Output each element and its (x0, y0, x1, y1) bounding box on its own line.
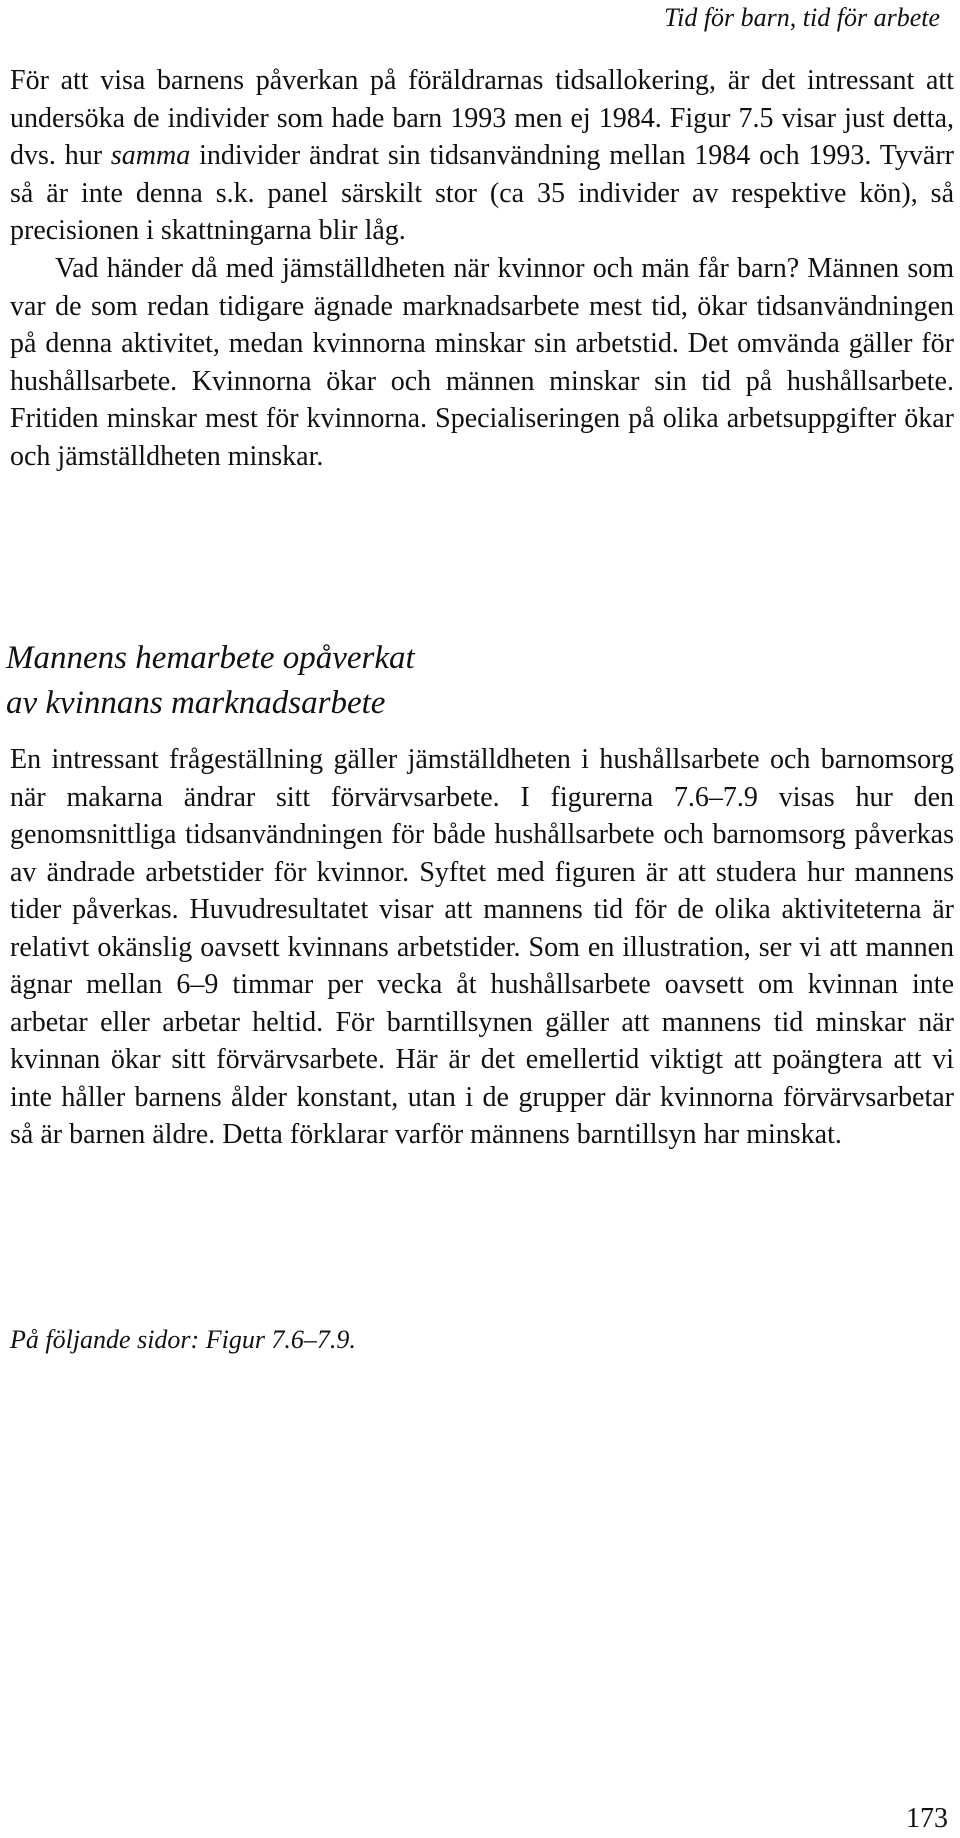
section-heading-line-2: av kvinnans marknadsarbete (6, 685, 386, 721)
running-header: Tid för barn, tid för arbete (664, 3, 940, 32)
paragraph-equality: Vad händer då med jämställdheten när kvinnor och män får barn? Männen som var de som redan tidigare ägnade marknadsarbete mest tid, ökar tidsanvändningen på denna aktivitet, medan kvinnorna minskar sin arbetstid. Det omvända gäller för hushållsarbete. Kvinnorna ökar och männen minskar sin tid på hushållsarbete. Fritiden minskar mest för kvinnorna. Specialiseringen på olika arbetsuppgifter ökar och jämställdheten minskar. (10, 253, 954, 472)
paragraph-household-work: En intressant frågeställning gäller jämställdheten i hushållsarbete och barnomsorg när makarna ändrar sitt förvärvsarbete. I figurerna 7.6–7.9 visas hur den genomsnittliga tidsanvändningen för både hushållsarbete och barnomsorg påverkas av ändrade arbetstider för kvinnor. Syftet med figuren är att studera hur mannens tider påverkas. Huvudresultatet visar att mannens tid för de olika aktiviteterna är relativt okänslig oavsett kvinnans arbetstider. Som en illustration, ser vi att mannen ägnar mellan 6–9 timmar per vecka åt hushållsarbete oavsett om kvinnan inte arbetar eller arbetar heltid. För barntillsynen gäller att mannens tid minskar när kvinnan ökar sitt förvärvsarbete. Här är det emellertid viktigt att poängtera att vi inte håller barnens ålder konstant, utan i de grupper där kvinnorna förvärvsarbetar så är barnen äldre. Detta förklarar varför männens barntillsyn har minskat. (10, 744, 954, 1150)
page-number: 173 (906, 1803, 948, 1834)
paragraph-intro-emphasis: samma (110, 140, 191, 171)
section-heading (6, 636, 946, 726)
paragraph-intro-part-2: individer ändrat sin tidsanvändning mellan 1984 och 1993. Tyvärr så är inte denna s.k. panel särskilt stor (ca 35 individer av respektive kön), så precisionen i skattningarna blir låg. (10, 140, 954, 246)
paragraph-intro-part-1: För att visa barnens påverkan på föräldrarnas tidsallokering, är det intressant att undersöka de individer som hade barn 1993 men ej 1984. Figur 7.5 visar just detta, dvs. hur (10, 65, 954, 171)
section-heading-line-1: Mannens hemarbete opåverkat (6, 640, 415, 676)
figure-reference-note: På följande sidor: Figur 7.6–7.9. (10, 1325, 356, 1354)
paragraph-intro (10, 62, 954, 250)
